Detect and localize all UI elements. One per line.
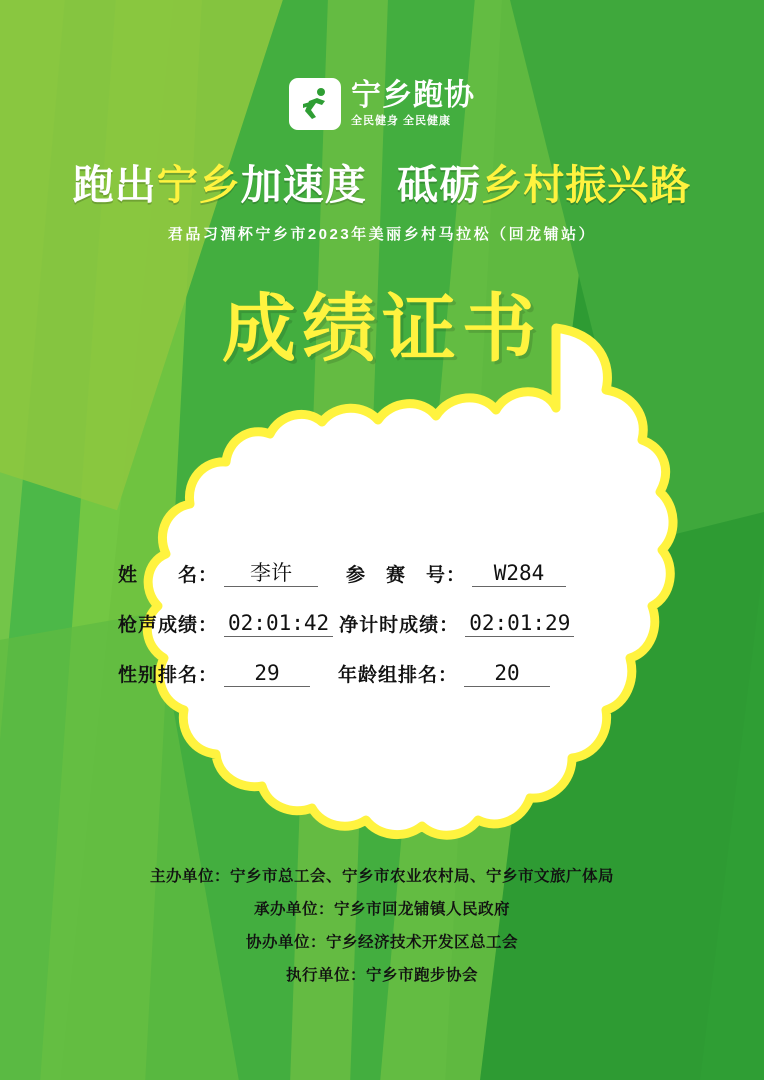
net-time-value: 02:01:29: [465, 612, 574, 637]
gun-time-label: 枪声成绩：: [118, 615, 219, 636]
age-group-rank-value: 20: [464, 662, 550, 687]
headline-part-3: 加速度: [240, 161, 367, 209]
name-label: 姓 名：: [118, 565, 219, 586]
organizer-line: 执行单位：宁乡市跑步协会: [285, 967, 478, 984]
headline-part-1: 跑出: [72, 161, 157, 209]
bib-label: 参 赛 号：: [346, 565, 467, 586]
bib-value: W284: [472, 562, 566, 587]
result-fields: [118, 560, 648, 710]
logo-slogan-text: 全民健身 全民健康: [351, 115, 452, 127]
age-group-rank-label: 年龄组排名：: [338, 665, 459, 686]
event-subtitle: 君品习酒杯宁乡市2023年美丽乡村马拉松（回龙铺站）: [167, 226, 597, 243]
field-row-ranks: [118, 660, 648, 687]
name-value: 李许: [224, 562, 318, 587]
association-logo: [0, 78, 764, 130]
gun-time-value: 02:01:42: [224, 612, 333, 637]
headline-part-2: 宁乡: [156, 161, 241, 209]
certificate-header: [0, 0, 764, 376]
gender-rank-value: 29: [224, 662, 310, 687]
organizer-list: [0, 864, 764, 996]
gender-rank-label: 性别排名：: [118, 665, 219, 686]
logo-brand-text: 宁乡跑协: [351, 78, 475, 113]
runner-icon: [289, 78, 341, 130]
organizer-line: 协办单位：宁乡经济技术开发区总工会: [245, 934, 518, 951]
field-row-times: [118, 610, 648, 637]
page-title: 成绩证书: [222, 286, 542, 372]
headline-part-4: 砥砺: [397, 161, 482, 209]
organizer-line: 主办单位：宁乡市总工会、宁乡市农业农村局、宁乡市文旅广体局: [149, 868, 614, 885]
event-headline: [0, 152, 764, 211]
organizer-line: 承办单位：宁乡市回龙铺镇人民政府: [253, 901, 510, 918]
net-time-label: 净计时成绩：: [339, 615, 460, 636]
headline-part-5: 乡村振兴路: [481, 161, 692, 209]
field-row-name: [118, 560, 648, 587]
